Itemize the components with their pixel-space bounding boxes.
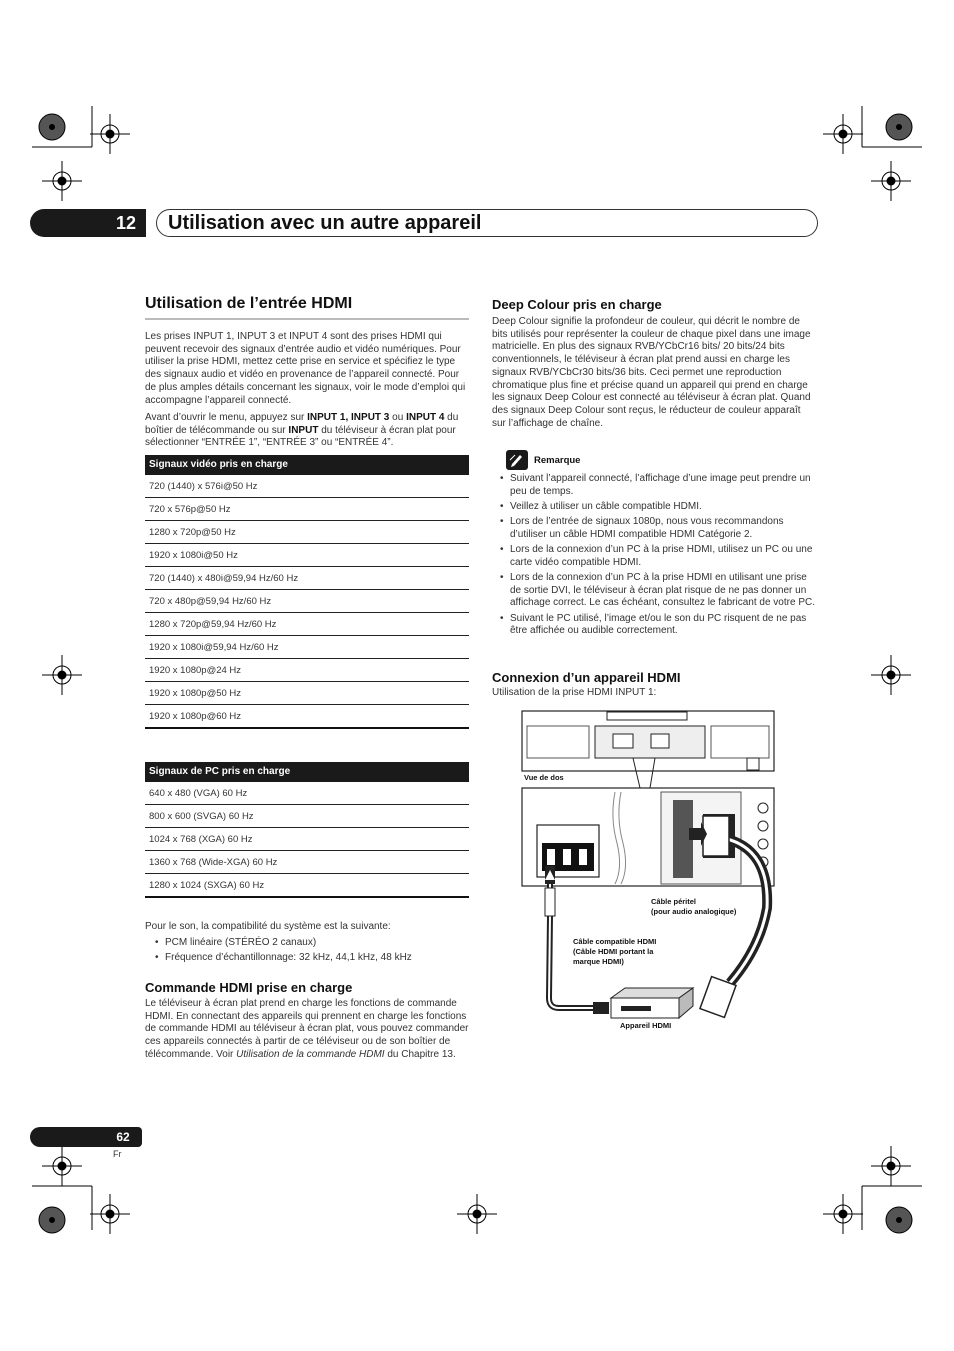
table-row: 1360 x 768 (Wide-XGA) 60 Hz — [145, 851, 469, 874]
chapter-title: Utilisation avec un autre appareil — [168, 212, 482, 234]
table-row: 1920 x 1080i@50 Hz — [145, 544, 469, 567]
table-row: 720 x 576p@50 Hz — [145, 498, 469, 521]
list-item: • PCM linéaire (STÉRÉO 2 canaux) — [155, 937, 469, 950]
hdmi-device-label: Appareil HDMI — [620, 1021, 672, 1030]
table-row: 1280 x 1024 (SXGA) 60 Hz — [145, 874, 469, 898]
hdmi-cable-label: Câble compatible HDMI (Câble HDMI portant la marque HDMI) — [573, 937, 657, 966]
scart-cable-label: Câble péritel (pour audio analogique) — [651, 897, 737, 916]
table-row: 640 x 480 (VGA) 60 Hz — [145, 782, 469, 805]
table-row: 1920 x 1080p@24 Hz — [145, 659, 469, 682]
table-row: 1024 x 768 (XGA) 60 Hz — [145, 828, 469, 851]
note-icon — [506, 450, 528, 470]
hdmi-control-paragraph: Le téléviseur à écran plat prend en charge les fonctions de commande HDMI. En connectant des appareils qui prennent en charge les fonctions de commande HDMI au téléviseur à écran plat, vous pouvez commander ces appareils connectés à partir de ce téléviseur ou de son boîtier de télécommande. Voir Utilisation de la commande HDMI du Chapitre 13. — [145, 998, 469, 1060]
chapter-number: 12 — [115, 213, 137, 233]
connection-diagram — [515, 708, 777, 1038]
table-row: 720 x 480p@59,94 Hz/60 Hz — [145, 590, 469, 613]
table-row: 1920 x 1080p@60 Hz — [145, 705, 469, 729]
deep-colour-paragraph: Deep Colour signifie la profondeur de couleur, qui décrit le nombre de bits utilisés pour représenter la couleur de chaque pixel dans une image matricielle. En plus des signaux RVB/YCbCr16 bits/ 20 bits/24 bits conventionnels, le téléviseur à écran plat prend aussi en charge les signaux RVB/YCbCr30 bits/36 bits. Ceci permet une reproduction chromatique plus fine et précise quand un appareil qui prend en charge les signaux Deep Colour est connecté au téléviseur à écran plat. Quand des signaux Deep Colour sont reçus, le réducteur de couleur apparaît sur l’affichage de chaîne. — [492, 316, 811, 429]
pc-signals-table — [145, 762, 469, 898]
page-number: 62 — [116, 1130, 130, 1144]
table-row: 720 (1440) x 480i@59,94 Hz/60 Hz — [145, 567, 469, 590]
table-row: 1920 x 1080p@50 Hz — [145, 682, 469, 705]
list-item: • Veillez à utiliser un câble compatible HDMI. — [500, 501, 817, 514]
list-item: • Suivant le PC utilisé, l’image et/ou le son du PC risquent de ne pas être affichée ou audible correctement. — [500, 613, 817, 638]
list-item: • Lors de la connexion d’un PC à la prise HDMI, utilisez un PC ou une carte vidéo compatible HDMI. — [500, 544, 817, 569]
list-item: • Suivant l’appareil connecté, l’affichage d’une image peut prendre un peu de temps. — [500, 473, 817, 498]
section-title: Utilisation de l’entrée HDMI — [145, 295, 353, 312]
list-item: • Lors de l’entrée de signaux 1080p, nous vous recommandons d’utiliser un câble HDMI compatible HDMI Catégorie 2. — [500, 516, 817, 541]
table-row: 1280 x 720p@50 Hz — [145, 521, 469, 544]
table-header: Signaux de PC pris en charge — [145, 762, 469, 782]
table-row: 720 (1440) x 576i@50 Hz — [145, 475, 469, 498]
video-signals-table — [145, 455, 469, 729]
note-label: Remarque — [534, 455, 581, 466]
list-item: • Fréquence d’échantillonnage: 32 kHz, 44,1 kHz, 48 kHz — [155, 952, 469, 965]
language-code: Fr — [113, 1149, 122, 1159]
table-header: Signaux vidéo pris en charge — [145, 455, 469, 475]
section-rule — [145, 318, 469, 320]
rear-view-label: Vue de dos — [524, 773, 564, 782]
hdmi-control-title: Commande HDMI prise en charge — [145, 980, 353, 995]
list-item: • Lors de la connexion d’un PC à la prise HDMI en utilisant une prise de sortie DVI, le téléviseur à écran plat risque de ne pas donner un affichage correct. Le cas échéant, consultez le fabricant de votre PC. — [500, 572, 817, 610]
table-row: 1920 x 1080i@59,94 Hz/60 Hz — [145, 636, 469, 659]
sound-list — [155, 937, 469, 967]
intro-paragraph: Les prises INPUT 1, INPUT 3 et INPUT 4 sont des prises HDMI qui peuvent recevoir des signaux d’entrée audio et vidéo numériques. Pour utiliser la prise HDMI, mettez cette prise en service et spécifiez le type des signaux audio et vidéo en provenance de l’appareil connecté. Pour de plus amples détails concernant les signaux, voir le mode d’emploi qui accompagne l’appareil connecté. — [145, 331, 466, 406]
table-row: 1280 x 720p@59,94 Hz/60 Hz — [145, 613, 469, 636]
connexion-paragraph: Utilisation de la prise HDMI INPUT 1: — [492, 687, 657, 698]
sound-intro: Pour le son, la compatibilité du système est la suivante: — [145, 921, 391, 932]
table-row: 800 x 600 (SVGA) 60 Hz — [145, 805, 469, 828]
menu-paragraph: Avant d’ouvrir le menu, appuyez sur INPUT 1, INPUT 3 ou INPUT 4 du boîtier de télécommande ou sur INPUT du téléviseur à écran plat pour sélectionner “ENTRÉE 1”, “ENTRÉE 3” ou “ENTRÉE 4”. — [145, 412, 459, 449]
notes-list — [500, 473, 817, 640]
connexion-title: Connexion d’un appareil HDMI — [492, 670, 681, 685]
deep-colour-title: Deep Colour pris en charge — [492, 297, 662, 312]
